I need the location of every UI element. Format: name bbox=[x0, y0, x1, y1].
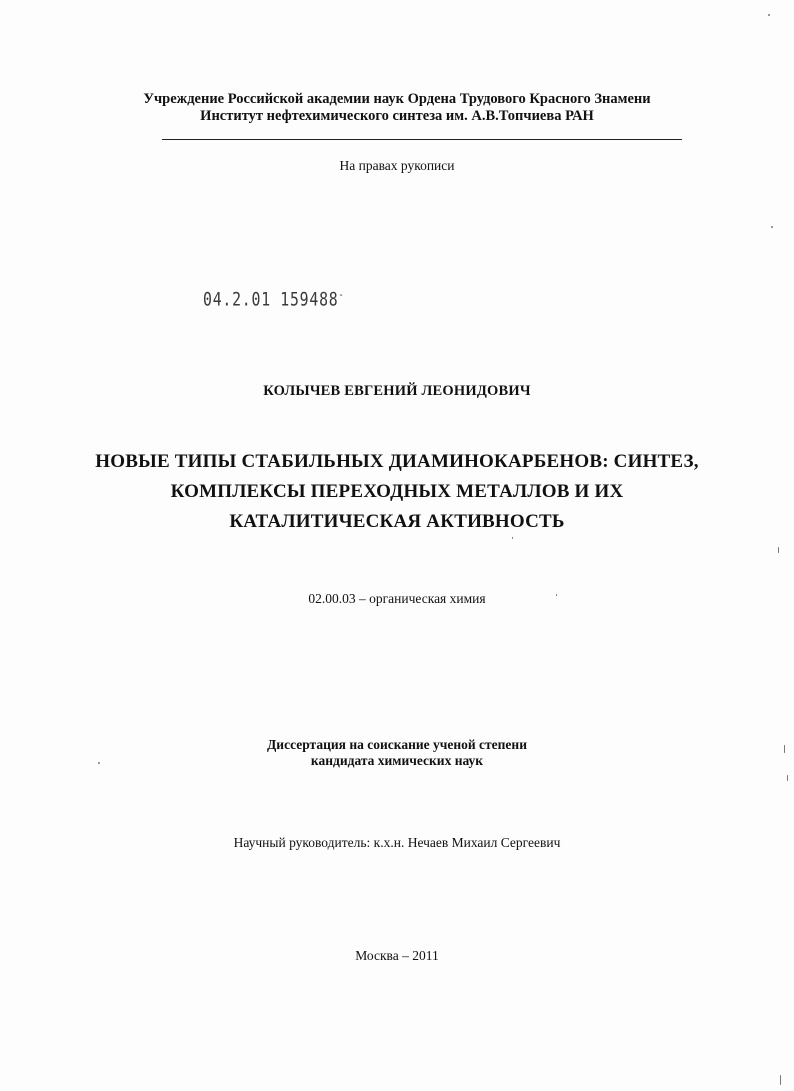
title-line-2: КОМПЛЕКСЫ ПЕРЕХОДНЫХ МЕТАЛЛОВ И ИХ bbox=[170, 481, 624, 502]
rights-note: На правах рукописи bbox=[339, 158, 455, 173]
stamp-suffix: - bbox=[338, 288, 345, 301]
registration-stamp bbox=[203, 288, 344, 310]
title-line-1: НОВЫЕ ТИПЫ СТАБИЛЬНЫХ ДИАМИНОКАРБЕНОВ: СИНТЕЗ, bbox=[95, 451, 699, 472]
specialty: 02.00.03 – органическая химия bbox=[308, 591, 486, 606]
stamp-part-1: 04.2.01 bbox=[203, 288, 271, 311]
scan-speck bbox=[98, 762, 100, 764]
city-year: Москва – 2011 bbox=[355, 948, 439, 963]
title-line-3: КАТАЛИТИЧЕСКАЯ АКТИВНОСТЬ bbox=[229, 511, 565, 532]
stamp-part-2: 159488 bbox=[280, 288, 339, 311]
scan-speck bbox=[784, 745, 785, 753]
scan-speck bbox=[778, 547, 779, 553]
header-divider bbox=[162, 139, 682, 140]
author-name: КОЛЫЧЕВ ЕВГЕНИЙ ЛЕОНИДОВИЧ bbox=[263, 383, 531, 399]
institution-line-1: Учреждение Российской академии наук Ордена Трудового Красного Знамени bbox=[143, 91, 651, 107]
scan-speck bbox=[771, 226, 773, 228]
institution-line-2: Институт нефтехимического синтеза им. А.В.Топчиева РАН bbox=[200, 108, 594, 124]
dissertation-line-1: Диссертация на соискание ученой степени bbox=[267, 737, 527, 752]
scan-speck bbox=[556, 594, 557, 596]
scan-speck bbox=[512, 537, 513, 539]
scan-speck bbox=[768, 14, 770, 16]
supervisor: Научный руководитель: к.х.н. Нечаев Михаил Сергеевич bbox=[233, 835, 561, 850]
scan-speck bbox=[787, 775, 788, 781]
scan-speck bbox=[780, 1075, 781, 1085]
dissertation-line-2: кандидата химических наук bbox=[310, 753, 484, 768]
